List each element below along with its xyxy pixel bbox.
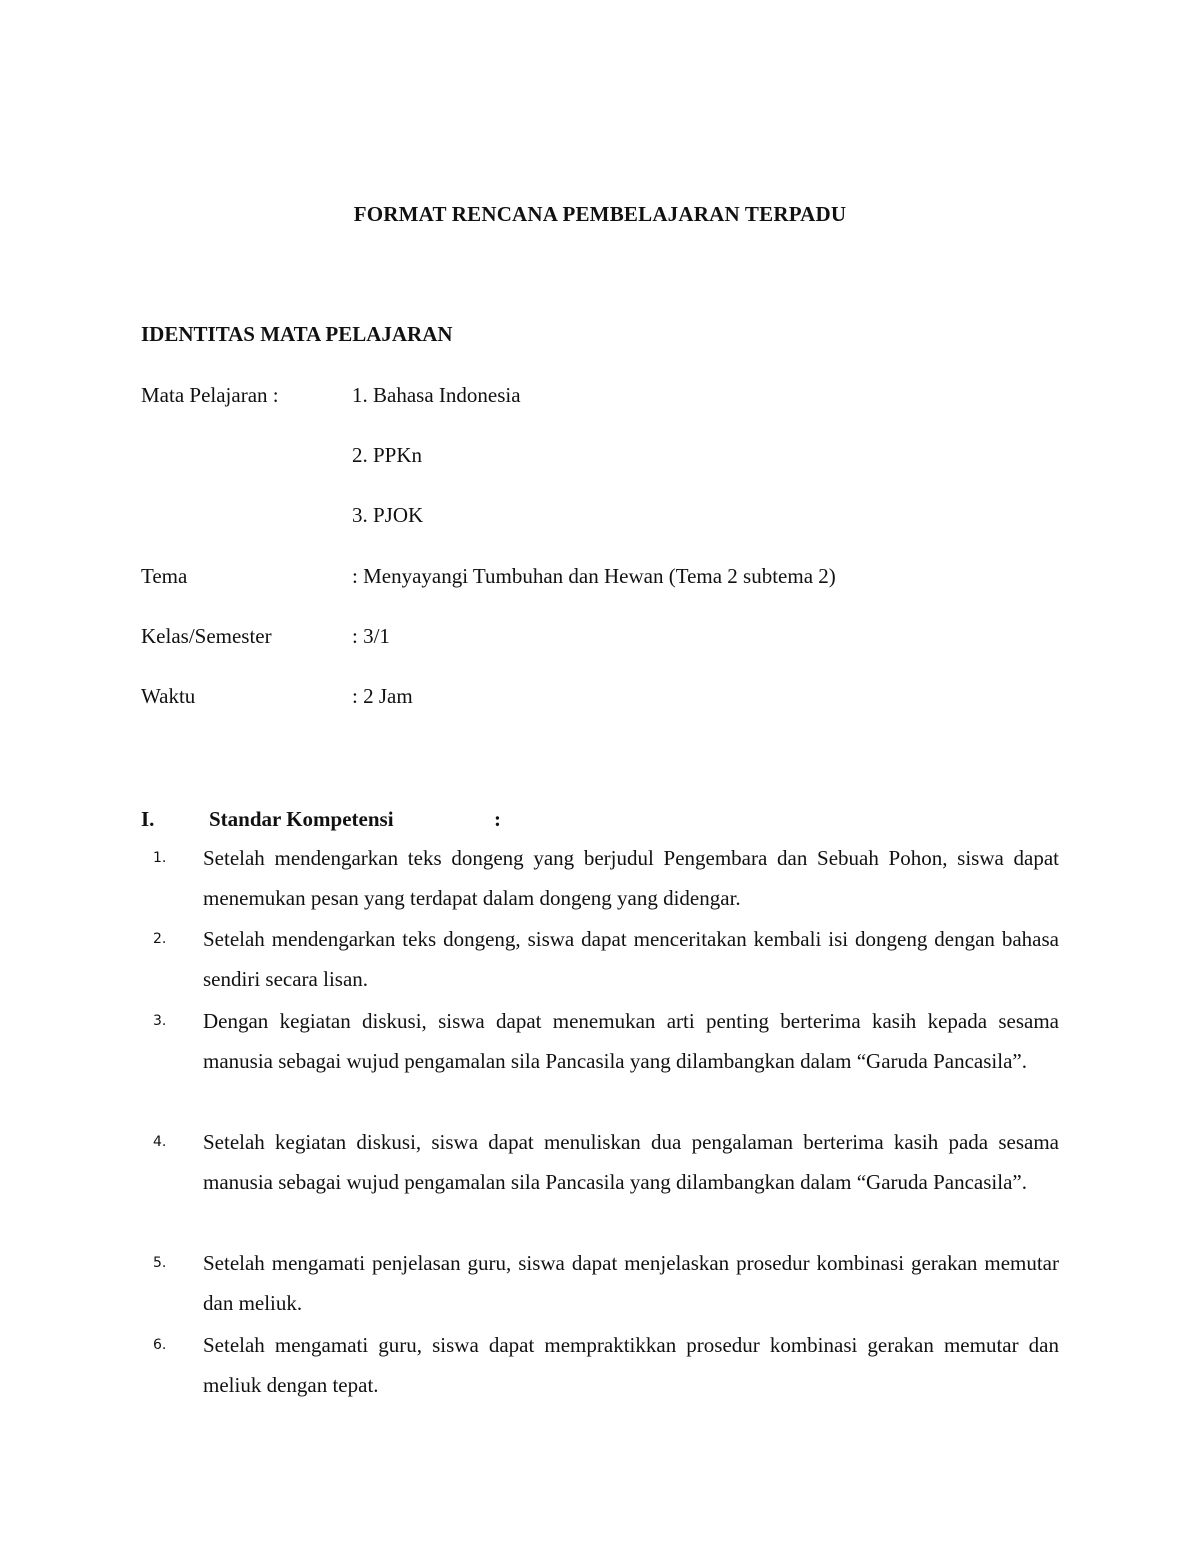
standar-kompetensi-colon: :: [494, 807, 501, 831]
list-item-number: 6.: [153, 1337, 167, 1353]
list-item: [153, 1122, 1059, 1202]
kelas-value: : 3/1: [352, 624, 390, 648]
list-item: [153, 1325, 1059, 1405]
list-item-text: Setelah mengamati penjelasan guru, siswa dapat menjelaskan prosedur kombinasi gerakan memutar dan meliuk.: [203, 1251, 1059, 1315]
kelas-label: Kelas/Semester: [141, 624, 272, 648]
list-item-text: Dengan kegiatan diskusi, siswa dapat menemukan arti penting berterima kasih kepada sesama manusia sebagai wujud pengamalan sila Pancasila yang dilambangkan dalam “Garuda Pancasila”.: [203, 1009, 1059, 1073]
list-item-number: 2.: [153, 931, 167, 947]
document-title: FORMAT RENCANA PEMBELAJARAN TERPADU: [353, 202, 847, 226]
mapel-item: 3. PJOK: [352, 503, 424, 527]
list-item-text: Setelah mendengarkan teks dongeng, siswa dapat menceritakan kembali isi dongeng dengan bahasa sendiri secara lisan.: [203, 927, 1059, 991]
list-item-number: 1.: [153, 850, 167, 866]
list-item-number: 3.: [153, 1013, 167, 1029]
list-item-text: Setelah mengamati guru, siswa dapat mempraktikkan prosedur kombinasi gerakan memutar dan meliuk dengan tepat.: [203, 1333, 1059, 1397]
mapel-item: 2. PPKn: [352, 443, 423, 467]
list-item: [153, 1243, 1059, 1323]
list-item-number: 5.: [153, 1255, 167, 1271]
list-item-text: Setelah kegiatan diskusi, siswa dapat menuliskan dua pengalaman berterima kasih pada sesama manusia sebagai wujud pengamalan sila Pancasila yang dilambangkan dalam “Garuda Pancasila”.: [203, 1130, 1059, 1194]
section-number: I.: [141, 807, 155, 831]
list-item-text: Setelah mendengarkan teks dongeng yang berjudul Pengembara dan Sebuah Pohon, siswa dapat menemukan pesan yang terdapat dalam dongeng yang didengar.: [203, 846, 1059, 910]
list-item-number: 4.: [153, 1134, 167, 1150]
list-item: [153, 838, 1059, 918]
tema-value: : Menyayangi Tumbuhan dan Hewan (Tema 2 subtema 2): [352, 564, 836, 588]
waktu-label: Waktu: [141, 684, 196, 708]
list-item: [153, 1001, 1059, 1081]
tema-label: Tema: [141, 564, 188, 588]
mapel-label: Mata Pelajaran :: [141, 383, 279, 407]
waktu-value: : 2 Jam: [352, 684, 413, 708]
identity-heading: IDENTITAS MATA PELAJARAN: [141, 322, 453, 346]
mapel-item: 1. Bahasa Indonesia: [352, 383, 521, 407]
list-item: [153, 919, 1059, 999]
standar-kompetensi-heading: Standar Kompetensi: [209, 807, 394, 831]
